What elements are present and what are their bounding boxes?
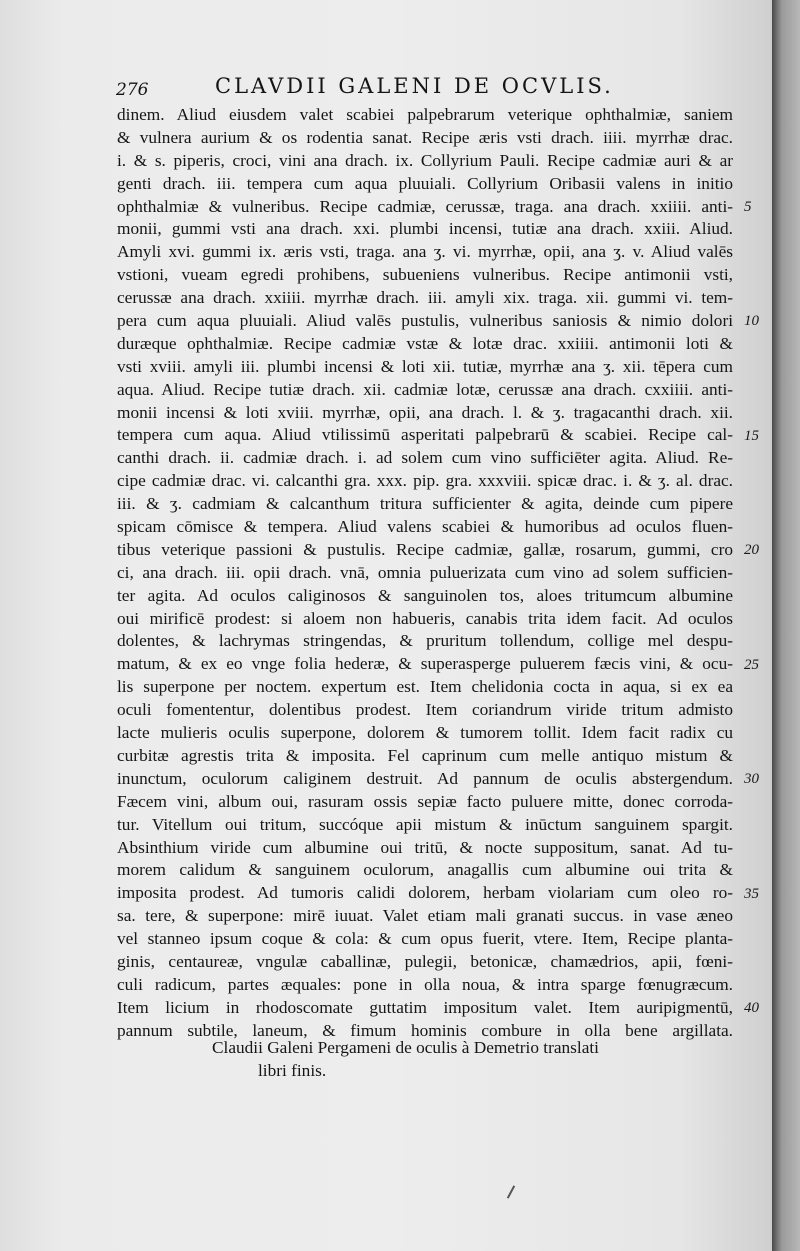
margin-line-number: 35 — [744, 885, 759, 902]
colophon — [212, 1036, 672, 1082]
text-line: dolentes, & lachrymas stringendas, & pruritum tollendum, collige mel despu- — [117, 631, 733, 651]
text-line: vstioni, vueam egredi prohibens, subueniens vulneribus. Recipe antimonii vsti, — [117, 265, 733, 285]
text-line: duræque ophthalmiæ. Recipe cadmiæ vstæ & lotæ drac. xxiiii. antimonii loti & — [117, 333, 733, 353]
text-line: matum, & ex eo vnge folia hederæ, & superasperge puluerem fæcis vini, & ocu- — [117, 654, 733, 674]
text-line: & vulnera aurium & os rodentia sanat. Recipe æris vsti drach. iiii. myrrhæ drac. — [117, 127, 733, 147]
text-line: Amyli xvi. gummi ix. æris vsti, traga. ana ʒ. vi. myrrhæ, opii, ana ʒ. v. Aliud valēs — [117, 242, 733, 262]
text-line: tibus veterique passioni & pustulis. Recipe cadmiæ, gallæ, rosarum, gummi, cro — [117, 539, 733, 559]
text-line: Fæcem vini, album oui, rasuram ossis sepiæ facto puluere mitte, donec corroda- — [117, 791, 733, 811]
text-line: aqua. Aliud. Recipe tutiæ drach. xii. cadmiæ lotæ, cerussæ ana drach. cxxiiii. anti- — [117, 379, 733, 399]
text-line: ter agita. Ad oculos caliginosos & sanguinolen tos, aloes tritumcum albumine — [117, 585, 733, 605]
margin-line-number: 25 — [744, 656, 759, 673]
text-line: vsti xviii. amyli iii. plumbi incensi & loti xii. tutiæ, myrrhæ ana ʒ. xii. tēpera cum — [117, 356, 733, 376]
text-line: ginis, centaureæ, vngulæ caballinæ, pulegii, betonicæ, chamædrios, apii, fœni- — [117, 951, 733, 971]
book-edge-shadow — [772, 0, 800, 1251]
text-line: curbitæ agrestis trita & imposita. Fel caprinum cum melle antiquo mistum & — [117, 745, 733, 765]
ink-mark — [507, 1185, 515, 1198]
text-line: ci, ana drach. iii. opii drach. vnā, omnia puluerizata cum vino ad solem sufficien- — [117, 562, 733, 582]
text-line: i. & s. piperis, croci, vini ana drach. ix. Collyrium Pauli. Recipe cadmiæ auri & ar — [117, 150, 733, 170]
text-line: tur. Vitellum oui tritum, succóque apii mistum & inūctum sanguinem spargit. — [117, 814, 733, 834]
text-line: oculi fomententur, dolentibus prodest. Item coriandrum viride tritum admisto — [117, 700, 733, 720]
margin-line-number: 5 — [744, 198, 752, 215]
text-line: canthi drach. ii. cadmiæ drach. i. ad solem cum vino sufficiēter agita. Aliud. Re- — [117, 448, 733, 468]
text-line: genti drach. iii. tempera cum aqua pluuiali. Collyrium Oribasii valens in initio — [117, 173, 733, 193]
text-line: tempera cum aqua. Aliud vtilissimū asperitati palpebrarū & scabiei. Recipe cal- — [117, 425, 733, 445]
text-line: imposita prodest. Ad tumoris calidi dolorem, herbam violariam cum oleo ro- — [117, 883, 733, 903]
text-line: monii, gummi vsti ana drach. xxi. plumbi incensi, tutiæ ana drach. xxiii. Aliud. — [117, 219, 733, 239]
text-line: morem calidum & sanguinem oculorum, anagallis cum albumine oui trita & — [117, 860, 733, 880]
text-line: ophthalmiæ & vulneribus. Recipe cadmiæ, cerussæ, traga. ana drach. xxiiii. anti- — [117, 196, 733, 216]
body-text — [117, 104, 733, 1043]
text-line: iii. & ʒ. cadmiam & calcanthum tritura sufficienter & agita, deinde cum pipere — [117, 494, 733, 514]
text-line: cipe cadmiæ drac. vi. calcanthi gra. xxx. pip. gra. xxxviii. spicæ drac. i. & ʒ. al. drac. — [117, 471, 733, 491]
text-line: culi radicum, partes æquales: pone in olla noua, & intra sparge fœnugræcum. — [117, 974, 733, 994]
text-line: lacte mulieris oculis superpone, dolorem & tumorem tollit. Idem facit radix cu — [117, 723, 733, 743]
running-head — [116, 74, 756, 104]
text-line: oui mirificē prodest: si aloem non habueris, canabis trita idem facit. Ad oculos — [117, 608, 733, 628]
margin-line-number: 15 — [744, 427, 759, 444]
text-line: monii incensi & loti xviii. myrrhæ, opii, ana drach. l. & ʒ. tragacanthi drach. xii. — [117, 402, 733, 422]
text-line: lis superpone per noctem. expertum est. Item chelidonia cocta in aqua, si ex ea — [117, 677, 733, 697]
text-line: spicam cōmisce & tempera. Aliud valens scabiei & humoribus ad oculos fluen- — [117, 517, 733, 537]
text-line: pera cum aqua pluuiali. Aliud valēs pustulis, vulneribus saniosis & nimio dolori — [117, 311, 733, 331]
margin-line-number: 30 — [744, 771, 759, 788]
text-line: Item licium in rhodoscomate guttatim impositum valet. Item auripigmentū, — [117, 997, 733, 1017]
text-line: pannum subtile, laneum, & fimum hominis combure in olla bene argillata. — [117, 1020, 733, 1040]
text-line: Absinthium viride cum albumine oui tritū, & nocte suppositum, sanat. Ad tu- — [117, 837, 733, 857]
text-line: inunctum, oculorum caliginem destruit. Ad pannum de oculis abstergendum. — [117, 768, 733, 788]
margin-line-number: 40 — [744, 1000, 759, 1017]
page-number: 276 — [116, 80, 149, 100]
colophon-line-2: libri finis. — [258, 1061, 327, 1080]
text-line: cerussæ ana drach. xxiiii. myrrhæ drach. iii. amyli xix. traga. xii. gummi vi. tem- — [117, 288, 733, 308]
running-title: CLAVDII GALENI DE OCVLIS. — [215, 74, 614, 98]
text-line: vel stanneo ipsum coque & cola: & cum opus fuerit, vtere. Item, Recipe planta- — [117, 929, 733, 949]
margin-line-number: 10 — [744, 313, 759, 330]
margin-line-number: 20 — [744, 542, 759, 559]
text-line: sa. tere, & superpone: mirē iuuat. Valet etiam mali granati succus. in vase æneo — [117, 906, 733, 926]
text-line: dinem. Aliud eiusdem valet scabiei palpebrarum veterique ophthalmiæ, saniem — [117, 105, 733, 124]
colophon-line-1: Claudii Galeni Pergameni de oculis à Demetrio translati — [212, 1038, 599, 1057]
